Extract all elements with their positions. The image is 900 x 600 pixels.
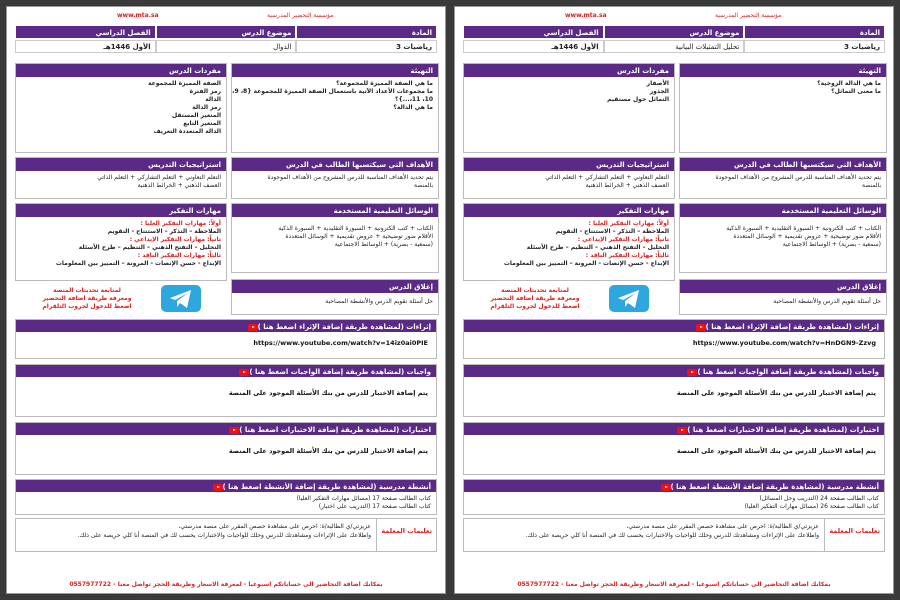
prep-line: ما معنى التماثل؟ [831, 88, 881, 95]
vocab-item: الأصفار [646, 80, 669, 87]
page-footer[interactable]: بمكانك اضافة التحاضير الى حساباتكم اسبوعيا - لمعرفة الاسعار وطريقة الحجز تواصل معنا - 0557977722 [517, 581, 831, 588]
prep-body [232, 77, 438, 115]
aids-title: الوسائل التعليمية المستخدمة [680, 204, 886, 217]
enrich-title[interactable] [464, 320, 884, 332]
activities-line: كتاب الطالب صفحة 17 (التدريب على اختبار) [318, 503, 431, 510]
thinking-title: مهارات التفكير [464, 204, 674, 217]
telegram-icon [169, 289, 193, 309]
thinking-line: الإبداع - حسن الإنصات - المرونة – التمييز بين المعلومات [503, 260, 669, 267]
semester-value: الأول 1446هـ [15, 40, 156, 53]
org-name: مؤسسة التحضير المدرسية [267, 12, 334, 19]
close-line: حل أسئلة تقويم الدرس والأنشطة المصاحبة [325, 298, 433, 305]
thinking-line: الملاحظة – التذكر – الاستنتاج - التقويم [555, 228, 669, 235]
instructions-text [16, 519, 376, 551]
telegram-icon [617, 289, 641, 309]
topic-label: موضوع الدرس [156, 25, 297, 39]
activities-section [463, 479, 885, 515]
instructions-label: تعليمات المعلمة [824, 519, 884, 551]
telegram-promo[interactable] [17, 287, 157, 311]
enrich-link[interactable]: https://www.youtube.com/watch?v=14iz0ai0PIE [253, 339, 428, 347]
youtube-icon[interactable] [677, 427, 687, 434]
enrich-section [463, 319, 885, 359]
goals-line: يتم تحديد الأهداف المناسبة للدرس المشروح من الأهداف الموجودة [267, 174, 433, 181]
vocab-section [463, 63, 675, 153]
goals-title: الأهداف التي سيكتسبها الطالب في الدرس [232, 158, 438, 171]
topic-label: موضوع الدرس [604, 25, 745, 39]
page-footer[interactable]: بمكانك اضافة التحاضير الى حساباتكم اسبوعيا - لمعرفة الاسعار وطريقة الحجز تواصل معنا - 0557977722 [69, 581, 383, 588]
vocab-item: الجذور [649, 88, 669, 95]
vocab-body [16, 77, 226, 139]
lesson-plan-page-right [454, 6, 894, 594]
enrich-title[interactable] [16, 320, 436, 332]
homework-body: يتم إضافة الاختبار للدرس من بنك الأسئلة الموجود على المنصة [676, 389, 876, 397]
topic-value: الدوال [156, 40, 297, 53]
thinking-line: الملاحظة – التذكر – الاستنتاج - التقويم [107, 228, 221, 235]
semester-label: الفصل الدراسي [15, 25, 156, 39]
thinking-heading: ثالثاً: مهارات التفكير الناقد : [137, 252, 221, 259]
goals-section [679, 157, 887, 199]
tests-body: يتم إضافة الاختبار للدرس من بنك الأسئلة الموجود على المنصة [228, 447, 428, 455]
activities-title-text: أنشطة مدرسية (لمشاهدة طريقة إضافة الأنشطة اضغط هنا ) [670, 483, 879, 491]
prep-title: التهيئة [680, 64, 886, 77]
aids-title: الوسائل التعليمية المستخدمة [232, 204, 438, 217]
instructions-label: تعليمات المعلمة [376, 519, 436, 551]
aids-section [679, 203, 887, 273]
homework-title[interactable] [464, 365, 884, 377]
semester-value: الأول 1446هـ [463, 40, 604, 53]
goals-body [680, 171, 886, 193]
tests-section [463, 422, 885, 475]
youtube-icon[interactable] [696, 324, 706, 331]
promo-line: ومعرفة طريقة اضافة التحضير [42, 295, 132, 302]
vocab-section [15, 63, 227, 153]
aids-section [231, 203, 439, 273]
strategies-body [16, 171, 226, 193]
prep-section [231, 63, 439, 153]
vocab-item: المتغير التابع [183, 120, 221, 127]
close-section [679, 279, 887, 315]
goals-section [231, 157, 439, 199]
prep-line: ما هي الصفة المميزة للمجموعة؟ [336, 80, 433, 87]
strategies-line: التعلم التعاوني + التعلم التشاركي + التعلم الذاتي [545, 174, 669, 181]
strategies-line: العصف الذهني + الخرائط الذهنية [137, 182, 221, 189]
prep-line: 10، 11،...}؟ [395, 96, 433, 103]
thinking-section [463, 203, 675, 281]
youtube-icon[interactable] [248, 324, 258, 331]
youtube-icon[interactable] [687, 369, 697, 376]
strategies-section [463, 157, 675, 199]
site-url[interactable]: www.mta.sa [565, 12, 607, 19]
subject-value: رياضيات 3 [296, 40, 437, 53]
youtube-icon[interactable] [661, 484, 671, 491]
vocab-title: مفردات الدرس [464, 64, 674, 77]
instructions-line: عزيزتي/ي الطالبة/ة: احرص على مشاهدة حصص المقرر على منصة مدرستي، [626, 523, 819, 530]
instructions-line: واطلاعك على الإثراءات ومشاهدتك للدرس وحلك للواجبات والاختبارات يحسب لك في المنصة أنا كلي حريصة على ذلك. [77, 532, 371, 539]
thinking-line: التحليل – التفتح الذهني – التنظيم – طرح الأسئلة [78, 244, 221, 251]
strategies-title: استراتيجيات التدريس [464, 158, 674, 171]
thinking-body [16, 217, 226, 271]
aids-line: الأقلام صور توضيحية + عروض تقديمية + الوسائل المتعددة [285, 233, 433, 240]
vocab-item: المتغير المستقل [172, 112, 221, 119]
subject-value: رياضيات 3 [744, 40, 885, 53]
info-header-row [15, 25, 437, 39]
aids-line: الكتاب + كتب الكترونية + السبورة التقليدية + السبورة الذكية [726, 225, 881, 232]
activities-body [16, 492, 436, 514]
subject-label: المادة [296, 25, 437, 39]
aids-line: الأقلام صور توضيحية + عروض تقديمية + الوسائل المتعددة [733, 233, 881, 240]
instructions-text [464, 519, 824, 551]
vocab-item: رمز الفترة [189, 88, 221, 95]
thinking-heading: أولاً: مهارات التفكير العليا : [140, 220, 221, 227]
page-top-header [7, 10, 445, 22]
tests-title[interactable] [464, 423, 884, 435]
promo-line: اضغط للدخول لجروب التلقرام [490, 303, 580, 310]
strategies-body [464, 171, 674, 193]
thinking-line: التحليل – التفتح الذهني – التنظيم – طرح الأسئلة [526, 244, 669, 251]
thinking-line: الإبداع - حسن الإنصات - المرونة – التمييز بين المعلومات [55, 260, 221, 267]
goals-title: الأهداف التي سيكتسبها الطالب في الدرس [680, 158, 886, 171]
thinking-section [15, 203, 227, 281]
thinking-heading: ثالثاً: مهارات التفكير الناقد : [585, 252, 669, 259]
homework-title[interactable] [16, 365, 436, 377]
activities-line: كتاب الطالب صفحة 17 (مسائل مهارات التفكير العليا) [296, 495, 431, 502]
instructions-line: عزيزتي/ي الطالبة/ة: احرص على مشاهدة حصص المقرر على منصة مدرستي، [178, 523, 371, 530]
activities-body [464, 492, 884, 514]
aids-line: (سمعية - بصرية) + الوسائط الاجتماعية [782, 241, 881, 248]
vocab-body [464, 77, 674, 107]
goals-body [232, 171, 438, 193]
thinking-title: مهارات التفكير [16, 204, 226, 217]
thinking-heading: ثانياً: مهارات التفكير الإبداعي : [129, 236, 221, 243]
subject-label: المادة [744, 25, 885, 39]
telegram-button[interactable] [609, 285, 649, 312]
topic-value: تحليل التمثيلات البيانية [604, 40, 745, 53]
goals-line: بالمنصة [413, 182, 433, 189]
semester-label: الفصل الدراسي [463, 25, 604, 39]
activities-title-text: أنشطة مدرسية (لمشاهدة طريقة إضافة الأنشطة اضغط هنا ) [222, 483, 431, 491]
homework-title-text: واجبات (لمشاهدة طريقة إضافة الواجبات اضغط هنا ) [697, 368, 879, 376]
close-section [231, 279, 439, 315]
vocab-item: الصفة المميزة للمجموعة [147, 80, 221, 87]
page-top-header [455, 10, 893, 22]
vocab-item: الدالة المتعددة التعريف [153, 128, 221, 135]
activities-line: كتاب الطالب صفحة 24 (التدريب وحل المسائل) [759, 495, 879, 502]
aids-line: الكتاب + كتب الكترونية + السبورة التقليدية + السبورة الذكية [278, 225, 433, 232]
goals-line: يتم تحديد الأهداف المناسبة للدرس المشروح من الأهداف الموجودة [715, 174, 881, 181]
homework-section [15, 364, 437, 417]
goals-line: بالمنصة [861, 182, 881, 189]
homework-section [463, 364, 885, 417]
teacher-instructions [463, 518, 885, 552]
promo-line: اضغط للدخول لجروب التلقرام [42, 303, 132, 310]
vocab-item: رمز الدالة [192, 104, 221, 111]
vocab-item: التماثل حول مستقيم [607, 96, 669, 103]
enrich-title-text: إثراءات (لمشاهدة طريقة إضافة الإثراء اضغط هنا ) [257, 323, 431, 331]
org-name: مؤسسة التحضير المدرسية [715, 12, 782, 19]
homework-title-text: واجبات (لمشاهدة طريقة إضافة الواجبات اضغط هنا ) [249, 368, 431, 376]
youtube-icon[interactable] [239, 369, 249, 376]
telegram-promo[interactable] [465, 287, 605, 311]
promo-line: لمتابعة تحديثات المنصة [501, 287, 569, 294]
enrich-link[interactable]: https://www.youtube.com/watch?v=HnDGN9-Zzvg [692, 339, 876, 347]
info-value-row [463, 40, 885, 53]
strategies-title: استراتيجيات التدريس [16, 158, 226, 171]
enrich-section [15, 319, 437, 359]
site-url[interactable]: www.mta.sa [117, 12, 159, 19]
activities-section [15, 479, 437, 515]
prep-title: التهيئة [232, 64, 438, 77]
activities-line: كتاب الطالب صفحة 26 (مسائل مهارات التفكير العليا) [744, 503, 879, 510]
close-title: إغلاق الدرس [232, 280, 438, 293]
prep-body [680, 77, 886, 99]
aids-line: (سمعية - بصرية) + الوسائط الاجتماعية [334, 241, 433, 248]
info-value-row [15, 40, 437, 53]
prep-line: ما هي الدالة؟ [393, 104, 433, 111]
telegram-button[interactable] [161, 285, 201, 312]
vocab-title: مفردات الدرس [16, 64, 226, 77]
prep-line: ما مجموعات الأعداد الآتية باستعمال الصفة المميزة للمجموعة {8، 9، [232, 88, 433, 95]
thinking-heading: أولاً: مهارات التفكير العليا : [588, 220, 669, 227]
strategies-section [15, 157, 227, 199]
thinking-body [464, 217, 674, 271]
prep-line: ما هي الدالة الزوجية؟ [817, 80, 881, 87]
prep-section [679, 63, 887, 153]
homework-body: يتم إضافة الاختبار للدرس من بنك الأسئلة الموجود على المنصة [228, 389, 428, 397]
activities-title[interactable] [464, 480, 884, 492]
tests-title[interactable] [16, 423, 436, 435]
aids-body [680, 217, 886, 252]
youtube-icon[interactable] [213, 484, 223, 491]
aids-body [232, 217, 438, 252]
promo-line: ومعرفة طريقة اضافة التحضير [490, 295, 580, 302]
close-line: حل أسئلة تقويم الدرس والأنشطة المصاحبة [773, 298, 881, 305]
info-header-row [463, 25, 885, 39]
youtube-icon[interactable] [229, 427, 239, 434]
activities-title[interactable] [16, 480, 436, 492]
close-title: إغلاق الدرس [680, 280, 886, 293]
tests-title-text: اختبارات (لمشاهدة طريقة إضافة الاختبارات اضغط هنا ) [687, 426, 879, 434]
thinking-heading: ثانياً: مهارات التفكير الإبداعي : [577, 236, 669, 243]
strategies-line: العصف الذهني + الخرائط الذهنية [585, 182, 669, 189]
teacher-instructions [15, 518, 437, 552]
enrich-title-text: إثراءات (لمشاهدة طريقة إضافة الإثراء اضغط هنا ) [705, 323, 879, 331]
tests-body: يتم إضافة الاختبار للدرس من بنك الأسئلة الموجود على المنصة [676, 447, 876, 455]
vocab-item: الدالة [205, 96, 221, 103]
tests-section [15, 422, 437, 475]
lesson-plan-page-left [6, 6, 446, 594]
tests-title-text: اختبارات (لمشاهدة طريقة إضافة الاختبارات اضغط هنا ) [239, 426, 431, 434]
instructions-line: واطلاعك على الإثراءات ومشاهدتك للدرس وحلك للواجبات والاختبارات يحسب لك في المنصة أنا كلي حريصة على ذلك. [525, 532, 819, 539]
strategies-line: التعلم التعاوني + التعلم التشاركي + التعلم الذاتي [97, 174, 221, 181]
promo-line: لمتابعة تحديثات المنصة [53, 287, 121, 294]
